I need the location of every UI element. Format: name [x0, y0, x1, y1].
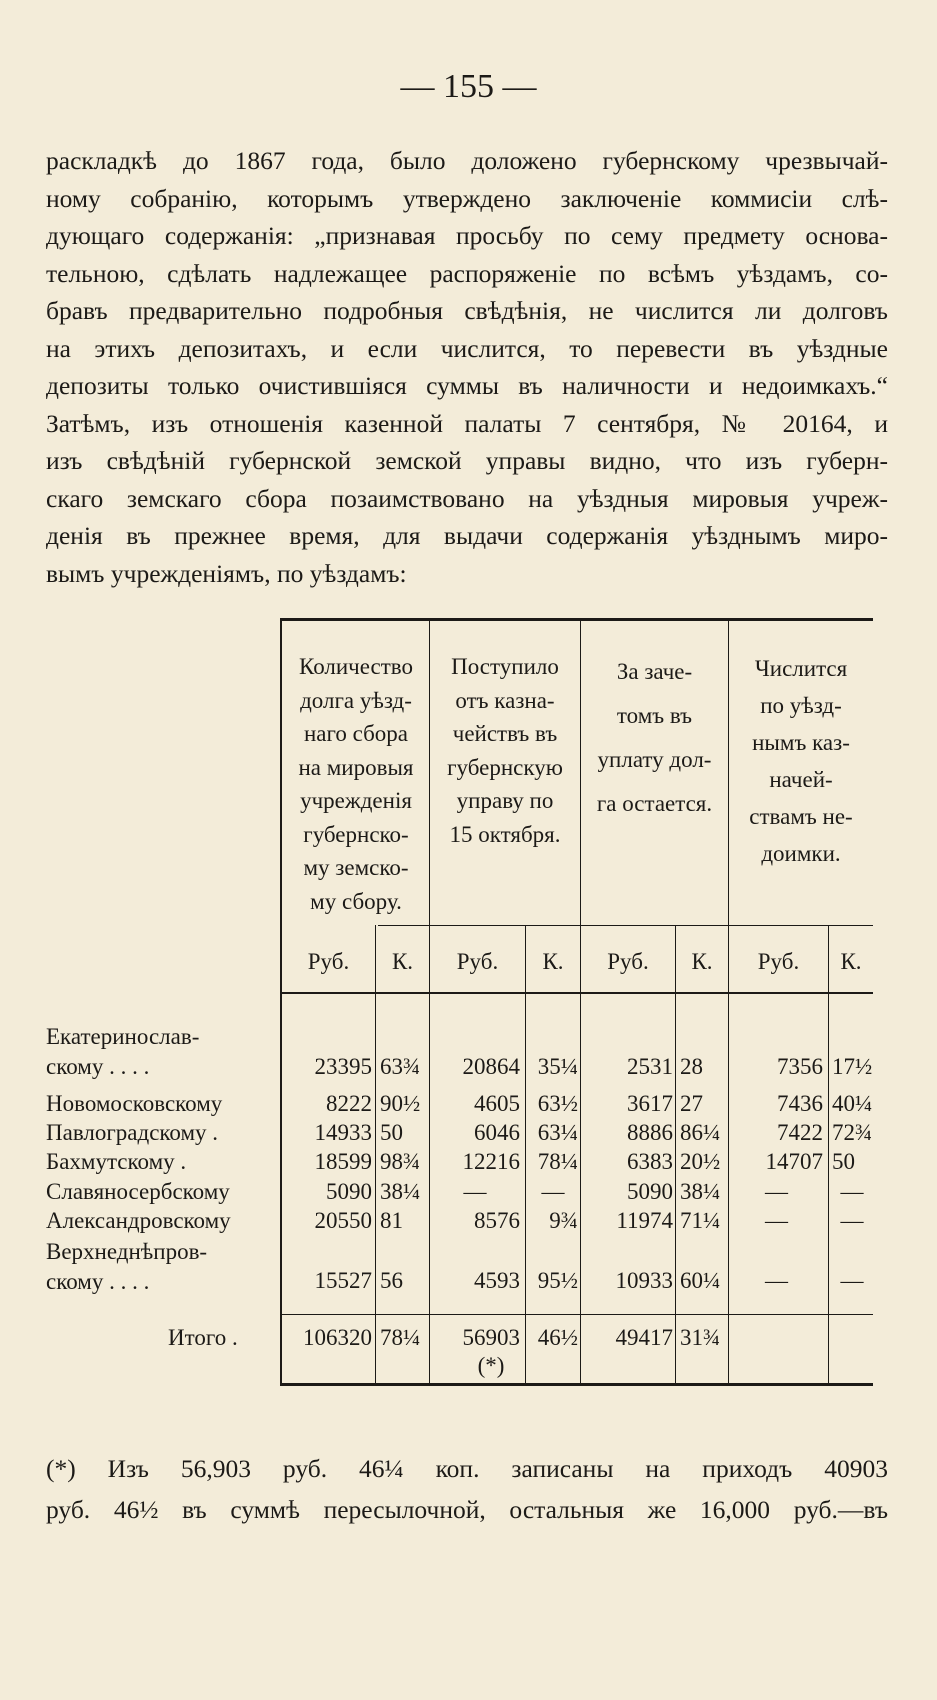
table-cell: 10933: [615, 1268, 673, 1293]
table-cell: 20864: [462, 1054, 520, 1079]
subheader-rub: Руб.: [607, 949, 649, 974]
table-sub-rule: [828, 925, 829, 1386]
row-label-total: Итого .: [168, 1325, 238, 1350]
table-cell: 95½: [537, 1268, 578, 1293]
table-cell: 27: [680, 1091, 703, 1116]
table-cell: 7422: [777, 1120, 823, 1145]
table-cell: 6383: [627, 1149, 673, 1174]
table-sub-rule: [525, 925, 526, 1386]
total-cell: 49417: [615, 1325, 673, 1350]
paragraph-line: дующаго содержанія: „признавая просьбу по сему предмету основа-: [46, 221, 888, 250]
table-cell: 81: [380, 1208, 403, 1233]
table-cell: 8576: [474, 1208, 520, 1233]
row-label-slavyanoserbsk: Славяносербскому: [46, 1179, 230, 1204]
table-cell: 17½: [832, 1054, 873, 1079]
total-cell: 31¾: [680, 1325, 721, 1350]
table-cell: 63¾: [380, 1054, 421, 1079]
table-cell: 8886: [627, 1120, 673, 1145]
total-cell: 46½: [537, 1325, 578, 1350]
table-cell: 35¼: [537, 1054, 578, 1079]
subheader-kop: К.: [391, 949, 414, 974]
table-cell: 50: [380, 1120, 403, 1145]
table-cell: —: [840, 1208, 864, 1233]
table-cell: 20550: [314, 1208, 372, 1233]
header-debt-amount: Количество долга уѣзд- наго сбора на мировыя учрежденія губернско- му земско- му сбору.: [298, 654, 414, 914]
table-cell: 38¼: [380, 1179, 421, 1204]
table-sub-rule: [675, 925, 676, 1386]
table-cell: —: [541, 1179, 565, 1204]
paragraph-line: на этихъ депозитахъ, и если числится, то перевести въ уѣздные: [46, 333, 888, 363]
table-subheader-rule: [378, 925, 873, 926]
table-cell: 4605: [474, 1091, 520, 1116]
table-cell: 14707: [765, 1149, 823, 1174]
table-cell: 86¼: [680, 1120, 721, 1145]
table-cell: 7436: [777, 1091, 823, 1116]
table-cell: 60¼: [680, 1268, 721, 1293]
paragraph-line: ному собранію, которымъ утверждено заключеніе коммисіи слѣ-: [46, 183, 888, 213]
table-cell: 90½: [380, 1091, 421, 1116]
table-cell: 18599: [314, 1149, 372, 1174]
subheader-kop: К.: [691, 949, 713, 974]
table-cell: 7356: [777, 1054, 823, 1079]
table-cell: 20½: [680, 1149, 721, 1174]
table-cell: 28: [680, 1054, 703, 1079]
table-cell: —: [840, 1268, 864, 1293]
table-cell: 78¼: [537, 1149, 578, 1174]
table-cell: 98¾: [380, 1149, 421, 1174]
table-cell: —: [463, 1179, 487, 1204]
paragraph-line: бравъ предварительно подробныя свѣдѣнія, не числится ли долговъ: [46, 296, 888, 325]
total-cell: 106320: [303, 1325, 372, 1350]
row-label-ekaterinoslav: Екатеринослав- скому . . . .: [46, 1024, 200, 1079]
table-cell: 71¼: [680, 1208, 721, 1233]
total-footnote-mark: (*): [477, 1353, 505, 1378]
row-label-bakhmut: Бахмутскому .: [46, 1149, 187, 1174]
header-received: Поступило отъ казна- чействъ въ губернскую управу по 15 октября.: [447, 654, 563, 847]
footnote-line: руб. 46½ въ суммѣ пересылочной, остальныя же 16,000 руб.—въ: [46, 1495, 888, 1524]
table-cell: 56: [380, 1268, 403, 1293]
paragraph-line: скаго земскаго сбора позаимствовано на уѣздныя мировыя учреж-: [46, 483, 888, 513]
table-cell: —: [765, 1208, 788, 1233]
table-cell: 50: [832, 1149, 855, 1174]
row-label-verkhnedneprovsk: Верхнеднѣпров- скому . . . .: [46, 1239, 208, 1294]
table-cell: 3617: [627, 1091, 673, 1116]
table-cell: 11974: [616, 1208, 673, 1233]
paragraph-line: изъ свѣдѣній губернской земской управы видно, что изъ губерн-: [46, 446, 888, 475]
table-cell: 9¾: [549, 1208, 578, 1233]
footnote-line: (*) Изъ 56,903 руб. 46¼ коп. записаны на приходъ 40903: [46, 1454, 888, 1483]
table-cell: 4593: [474, 1268, 520, 1293]
table-cell: —: [840, 1179, 864, 1204]
row-label-pavlograd: Павлоградскому .: [46, 1120, 219, 1145]
header-remaining: За заче- томъ въ уплату дол- га остается.: [596, 659, 713, 816]
subheader-rub: Руб.: [757, 949, 800, 974]
table-bottom-rule: [280, 1383, 873, 1386]
table-cell: 8222: [326, 1091, 372, 1116]
row-label-aleksandrovsk: Александровскому: [46, 1208, 231, 1233]
subheader-rub: Руб.: [307, 949, 350, 974]
paragraph-line: тельною, сдѣлать надлежащее распоряженіе по всѣмъ уѣздамъ, со-: [46, 258, 888, 288]
table-cell: 6046: [474, 1120, 520, 1145]
subheader-kop: К.: [840, 949, 862, 974]
paragraph-line: депозиты только очистившіяся суммы въ наличности и недоимкахъ.“: [46, 371, 888, 400]
table-cell: 12216: [462, 1149, 520, 1174]
table-total-rule: [280, 1314, 873, 1315]
paragraph-line: раскладкѣ до 1867 года, было доложено губернскому чрезвычай-: [46, 146, 888, 175]
subheader-kop: К.: [542, 949, 564, 974]
paragraph-line: Затѣмъ, изъ отношенія казенной палаты 7 сентября, № 20164, и: [46, 408, 888, 438]
total-cell: 78¼: [380, 1325, 421, 1350]
total-cell: 56903: [462, 1325, 520, 1350]
footnote: [46, 1448, 888, 1530]
table-cell: 63¼: [537, 1120, 578, 1145]
table-cell: 63½: [537, 1091, 578, 1116]
header-arrears: Числится по уѣзд- нымъ каз- начей- ствамъ не- доимки.: [749, 656, 853, 866]
table-cell: 72¾: [832, 1120, 873, 1145]
page-number: — 155 —: [400, 68, 537, 105]
table-col-rule: [728, 618, 729, 1386]
row-label-novomoskovsk: Новомосковскому: [46, 1091, 223, 1116]
table-top-rule: [280, 618, 873, 621]
table-cell: 38¼: [680, 1179, 721, 1204]
table-cell: —: [765, 1179, 788, 1204]
table-cell: 5090: [326, 1179, 372, 1204]
paragraph-line: денія въ прежнее время, для выдачи содержанія уѣзднымъ миро-: [46, 521, 888, 550]
table-header-rule: [280, 992, 873, 994]
table-cell: 14933: [314, 1120, 372, 1145]
table-cell: 15527: [314, 1268, 372, 1293]
table-cell: —: [765, 1268, 788, 1293]
subheader-rub: Руб.: [456, 949, 499, 974]
main-paragraph: [46, 142, 888, 592]
table-cell: 40¼: [832, 1091, 873, 1116]
table-cell: 23395: [314, 1054, 372, 1079]
table-col-rule: [580, 618, 581, 1386]
table-cell: 2531: [627, 1054, 673, 1079]
table-cell: 5090: [627, 1179, 673, 1204]
table-sub-rule: [375, 925, 376, 1386]
paragraph-line: вымъ учрежденіямъ, по уѣздамъ:: [46, 558, 407, 588]
